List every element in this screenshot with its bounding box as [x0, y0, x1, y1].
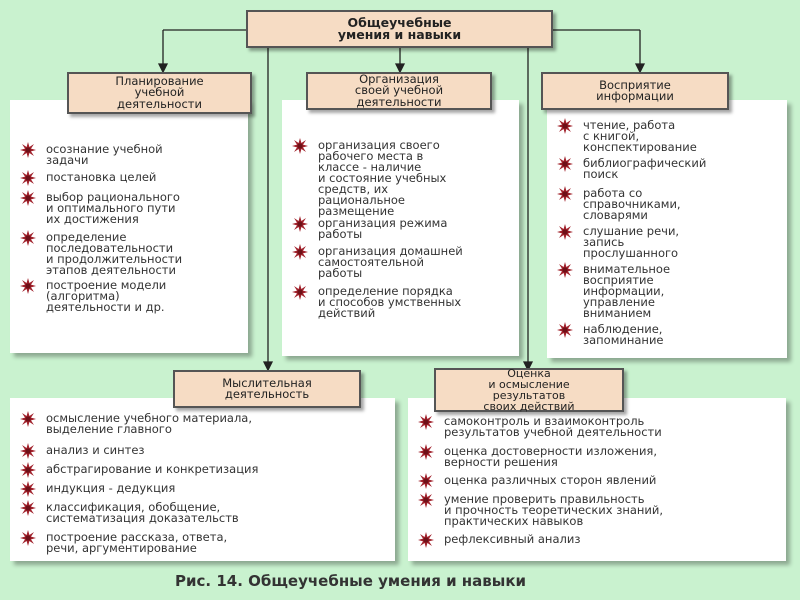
list-item: осознание учебной задачи	[20, 144, 242, 166]
star-burst-icon	[557, 262, 573, 278]
organization-title-box	[306, 72, 492, 110]
star-burst-icon	[20, 500, 36, 516]
evaluation-title: Оценка и осмысление результатов своих действий	[483, 367, 575, 413]
organization-title: Организация своей учебной деятельности	[354, 71, 444, 109]
list-item: построение модели (алгоритма) деятельности и др.	[20, 280, 242, 313]
list-item: осмысление учебного материала, выделение главного	[20, 413, 389, 435]
list-item: работа со справочниками, словарями	[557, 188, 781, 221]
star-burst-icon	[557, 186, 573, 202]
evaluation-panel	[408, 398, 786, 561]
organization-panel	[282, 100, 519, 356]
list-item: постановка целей	[20, 172, 242, 183]
list-item: анализ и синтез	[20, 445, 389, 456]
thinking-title: Мыслительная деятельность	[222, 375, 312, 401]
list-item: рефлексивный анализ	[418, 534, 780, 545]
star-burst-icon	[557, 224, 573, 240]
planning-title: Планирование учебной деятельности	[115, 73, 204, 111]
perception-title: Восприятие информации	[596, 77, 674, 103]
list-item: определение порядка и способов умственных действий	[292, 286, 513, 319]
evaluation-title-box	[434, 368, 624, 412]
star-burst-icon	[557, 156, 573, 172]
list-item: абстрагирование и конкретизация	[20, 464, 389, 475]
star-burst-icon	[20, 411, 36, 427]
list-item: наблюдение, запоминание	[557, 324, 781, 346]
star-burst-icon	[292, 216, 308, 232]
star-burst-icon	[20, 278, 36, 294]
root-title: Общеучебные умения и навыки	[337, 14, 462, 42]
list-item: выбор рационального и оптимального пути их достижения	[20, 192, 242, 225]
star-burst-icon	[20, 170, 36, 186]
list-item: библиографический поиск	[557, 158, 781, 180]
star-burst-icon	[20, 462, 36, 478]
list-item: организация домашней самостоятельной работы	[292, 246, 513, 279]
star-burst-icon	[292, 284, 308, 300]
list-item: чтение, работа с книгой, конспектирование	[557, 120, 781, 153]
planning-panel	[10, 100, 248, 353]
star-burst-icon	[20, 230, 36, 246]
star-burst-icon	[20, 443, 36, 459]
star-burst-icon	[20, 530, 36, 546]
figure-caption: Рис. 14. Общеучебные умения и навыки	[175, 572, 527, 590]
list-item: оценка различных сторон явлений	[418, 475, 780, 486]
star-burst-icon	[557, 118, 573, 134]
list-item: организация своего рабочего места в классе - наличие и состояние учебных средств, их рациональное размещение	[292, 140, 513, 217]
list-item: организация режима работы	[292, 218, 513, 240]
list-item: самоконтроль и взаимоконтроль результатов учебной деятельности	[418, 416, 780, 438]
star-burst-icon	[418, 473, 434, 489]
thinking-panel	[10, 398, 395, 561]
star-burst-icon	[418, 532, 434, 548]
planning-title-box	[67, 72, 252, 114]
root-title-box	[246, 10, 553, 48]
list-item: умение проверить правильность и прочность теоретических знаний, практических навыков	[418, 494, 780, 527]
star-burst-icon	[557, 322, 573, 338]
list-item: оценка достоверности изложения, верности решения	[418, 446, 780, 468]
perception-panel	[547, 100, 787, 358]
star-burst-icon	[20, 190, 36, 206]
star-burst-icon	[418, 444, 434, 460]
list-item: построение рассказа, ответа, речи, аргументирование	[20, 532, 389, 554]
star-burst-icon	[418, 414, 434, 430]
star-burst-icon	[20, 142, 36, 158]
star-burst-icon	[418, 492, 434, 508]
list-item: внимательное восприятие информации, управление вниманием	[557, 264, 781, 319]
list-item: индукция - дедукция	[20, 483, 389, 494]
list-item: определение последовательности и продолжительности этапов деятельности	[20, 232, 242, 276]
list-item: слушание речи, запись прослушанного	[557, 226, 781, 259]
thinking-title-box	[173, 370, 361, 408]
star-burst-icon	[20, 481, 36, 497]
star-burst-icon	[292, 138, 308, 154]
perception-title-box	[541, 72, 729, 110]
star-burst-icon	[292, 244, 308, 260]
list-item: классификация, обобщение, систематизация доказательств	[20, 502, 389, 524]
